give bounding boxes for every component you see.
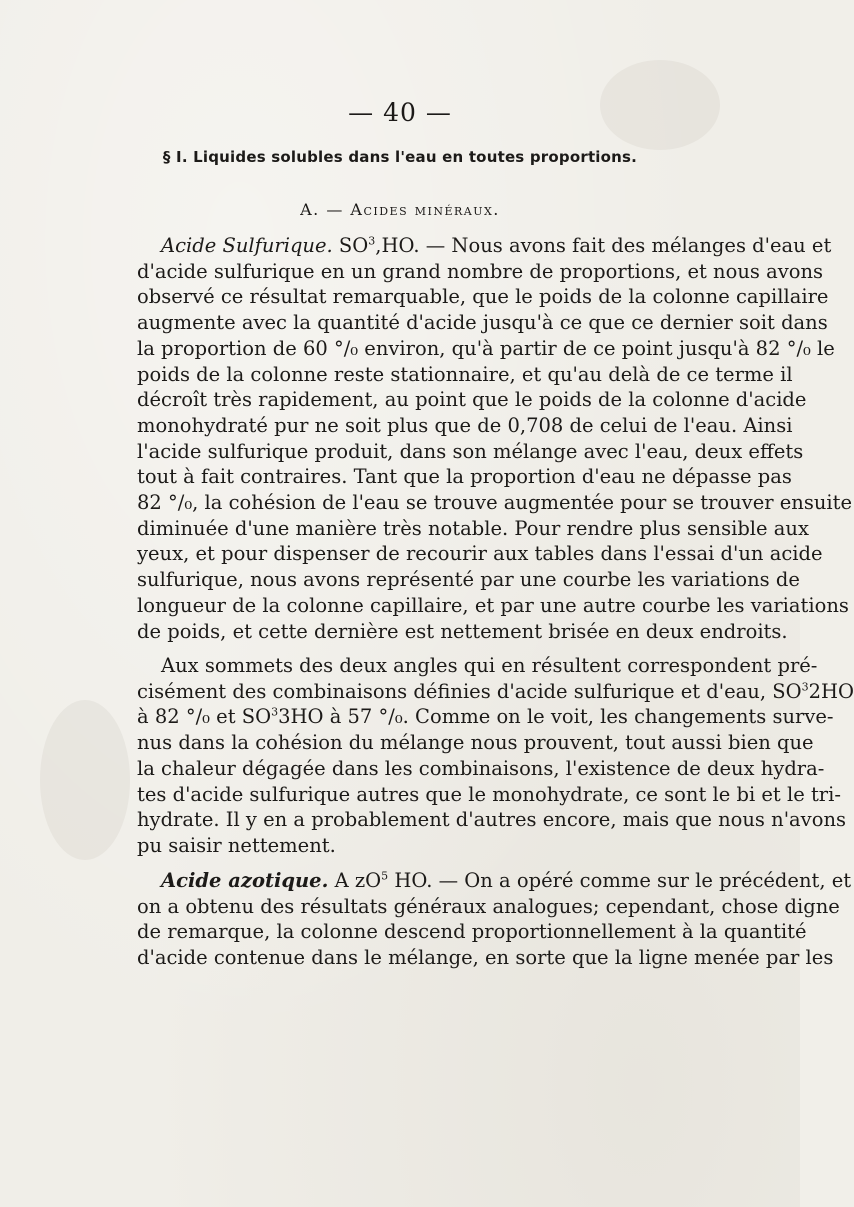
text-run: à 82 °/₀ et SO [137,705,272,729]
paragraph-acide-sulfurique [137,233,853,644]
text-run: SO [332,234,369,257]
superscript: 3 [801,680,809,694]
paragraph-sommets [137,653,854,859]
text-line: on a obtenu des résultats généraux analogues; cependant, chose digne [137,894,840,918]
text-run: 2HO [808,679,854,703]
paper-stain [40,700,130,860]
paragraph-lead: Acide Sulfurique. [161,234,333,257]
text-line: tes d'acide sulfurique autres que le monohydrate, ce sont le bi et le tri- [137,782,841,806]
text-line: sulfurique, nous avons représenté par une courbe les variations de [137,568,800,592]
superscript: 3 [368,234,376,248]
text-line: de remarque, la colonne descend proportionnellement à la quantité [137,920,807,944]
text-line: d'acide sulfurique en un grand nombre de proportions, et nous avons [137,259,824,283]
text-line: la proportion de 60 °/₀ environ, qu'à partir de ce point jusqu'à 82 °/₀ le [137,336,835,360]
page-number: — 40 — [348,98,452,127]
text-line: l'acide sulfurique produit, dans son mélange avec l'eau, deux effets [137,439,804,463]
text-line: poids de la colonne reste stationnaire, et qu'au delà de ce terme il [137,362,793,386]
text-line [137,704,834,730]
paragraph-acide-azotique [137,868,852,971]
text-line: diminuée d'une manière très notable. Pour rendre plus sensible aux [137,516,809,540]
text-line: pu saisir nettement. [137,833,336,857]
section-heading: § I. Liquides solubles dans l'eau en toutes proportions. [162,148,638,166]
text-run: HO. — On a opéré comme sur le précédent, et [388,869,852,892]
subsection-heading: A. — Acides minéraux. [300,200,500,219]
text-line: de poids, et cette dernière est nettement brisée en deux endroits. [137,619,788,643]
text-line: longueur de la colonne capillaire, et par une autre courbe les variations [137,593,849,617]
text-run: A zO [328,869,382,892]
text-line: 82 °/₀, la cohésion de l'eau se trouve augmentée pour se trouver ensuite [137,491,853,515]
text-line: yeux, et pour dispenser de recourir aux tables dans l'essai d'un acide [137,542,823,566]
text-line: Aux sommets des deux angles qui en résultent correspondent pré- [161,654,818,677]
text-line: monohydraté pur ne soit plus que de 0,708 de celui de l'eau. Ainsi [137,413,793,437]
superscript: 3 [271,705,279,719]
text-line: la chaleur dégagée dans les combinaisons, l'existence de deux hydra- [137,756,825,780]
text-line [137,679,854,705]
text-line: hydrate. Il y en a probablement d'autres encore, mais que nous n'avons [137,808,847,832]
paragraph-first-line [137,868,852,894]
text-run: cisément des combinaisons définies d'acide sulfurique et d'eau, SO [137,679,802,703]
text-run: 3HO à 57 °/₀. Comme on le voit, les changements surve- [278,705,834,729]
paragraph-first-line [137,233,832,259]
text-run: ,HO. — Nous avons fait des mélanges d'eau et [375,234,832,257]
text-line: tout à fait contraires. Tant que la proportion d'eau ne dépasse pas [137,465,792,489]
text-line: d'acide contenue dans le mélange, en sorte que la ligne menée par les [137,946,834,970]
superscript: 5 [381,869,389,883]
text-line: nus dans la cohésion du mélange nous prouvent, tout aussi bien que [137,731,814,755]
text-line: augmente avec la quantité d'acide jusqu'à ce que ce dernier soit dans [137,311,828,335]
paragraph-lead: Acide azotique. [161,869,329,892]
text-line: observé ce résultat remarquable, que le poids de la colonne capillaire [137,285,829,309]
text-line: décroît très rapidement, au point que le poids de la colonne d'acide [137,388,807,412]
